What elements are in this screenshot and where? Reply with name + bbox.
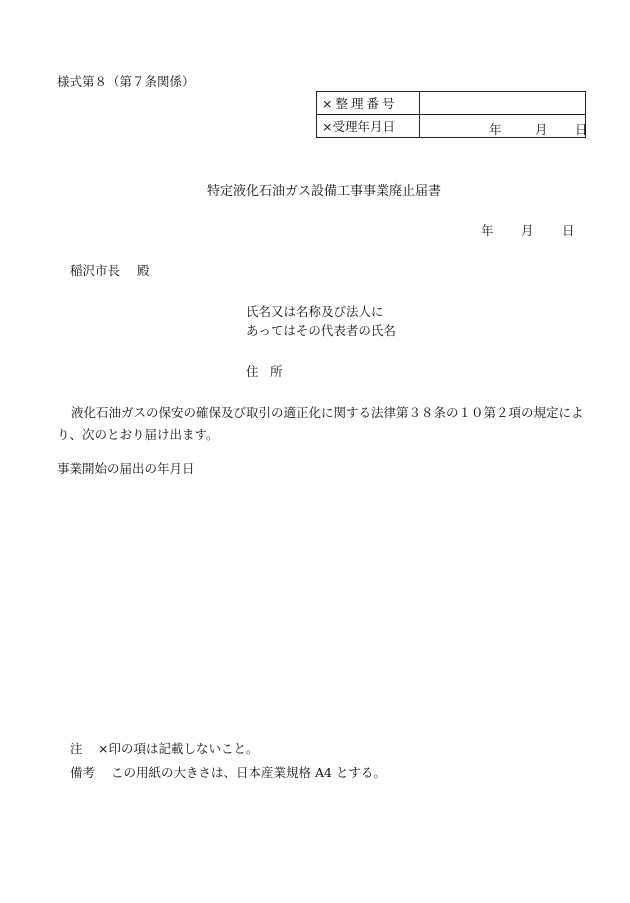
received-month-unit: 月 — [535, 122, 548, 137]
note-text: ×印の項は記載しないこと。 — [98, 741, 259, 756]
date-month-unit: 月 — [521, 223, 534, 238]
addressee-honorific: 殿 — [137, 263, 150, 278]
reference-number-label: ×整理番号 — [317, 92, 420, 115]
date-day-unit: 日 — [562, 223, 575, 238]
received-date-field[interactable] — [420, 115, 586, 138]
applicant-address-label-second: 所 — [270, 364, 283, 379]
note-label: 注 — [70, 741, 83, 756]
addressee: 稲沢市長 — [70, 263, 121, 278]
remark-label: 備考 — [70, 765, 96, 780]
received-date-label: ×受理年月日 — [317, 115, 420, 138]
applicant-name-label-line2: あってはその代表者の氏名 — [246, 323, 396, 338]
office-use-row-number — [317, 92, 586, 115]
reference-number-field[interactable] — [420, 92, 586, 115]
office-use-row-received — [317, 115, 586, 138]
remark-text: この用紙の大きさは、日本産業規格 A4 とする。 — [111, 765, 386, 780]
applicant-address-label-first: 住 — [246, 364, 259, 379]
received-year-unit: 年 — [489, 122, 502, 137]
applicant-name-label-line1: 氏名又は名称及び法人に — [246, 304, 384, 319]
office-use-table — [316, 91, 586, 138]
business-start-date-label: 事業開始の届出の年月日 — [57, 461, 195, 476]
received-day-unit: 日 — [575, 122, 588, 137]
body-paragraph: 液化石油ガスの保安の確保及び取引の適正化に関する法律第３８条の１０第２項の規定により、次のとおり届け出ます。 — [57, 405, 584, 442]
form-number: 様式第８（第７条関係） — [57, 74, 195, 89]
date-year-unit: 年 — [481, 223, 494, 238]
document-title: 特定液化石油ガス設備工事事業廃止届書 — [207, 184, 442, 199]
